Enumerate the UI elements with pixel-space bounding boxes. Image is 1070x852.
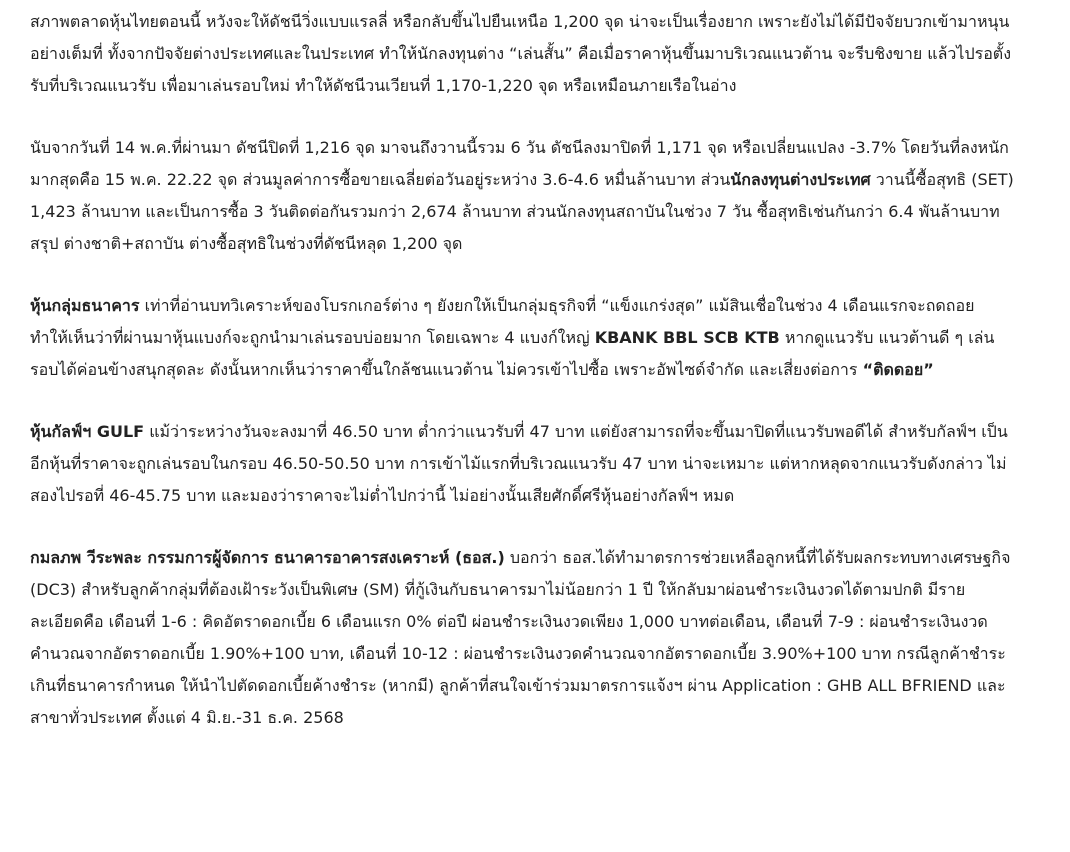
bold-heading-ghb-executive: กมลภพ วีระพละ กรรมการผู้จัดการ ธนาคารอาคารสงเคราะห์ (ธอส.): [30, 548, 505, 567]
paragraph-gulf-stock: [30, 416, 1015, 512]
paragraph-text: เท่าที่อ่านบทวิเคราะห์ของโบรกเกอร์ต่าง ๆ ยังยกให้เป็นกลุ่มธุรกิจที่ “แข็งแกร่งสุด” แม้สินเชื่อในช่วง 4 เดือนแรกจะถดถอย ทำให้เห็นว่าที่ผ่านมาหุ้นแบงก์จะถูกนำมาเล่นรอบบ่อยมาก โดยเฉพาะ 4 แบงก์ใหญ่: [30, 296, 975, 347]
bold-bank-tickers: KBANK BBL SCB KTB: [594, 328, 780, 347]
bold-heading-gulf: หุ้นกัลฟ์ฯ GULF: [30, 422, 145, 441]
paragraph-text: บอกว่า ธอส.ได้ทำมาตรการช่วยเหลือลูกหนี้ที่ได้รับผลกระทบทางเศรษฐกิจ (DC3) สำหรับลูกค้ากลุ่มที่ต้องเฝ้าระวังเป็นพิเศษ (SM) ที่กู้เงินกับธนาคารมาไม่น้อยกว่า 1 ปี ให้กลับมาผ่อนชำระเงินงวดได้ตามปกติ มีรายละเอียดคือ เดือนที่ 1-6 : คิดอัตราดอกเบี้ย 6 เดือนแรก 0% ต่อปี ผ่อนชำระเงินงวดเพียง 1,000 บาทต่อเดือน, เดือนที่ 7-9 : ผ่อนชำระเงินงวดคำนวณจากอัตราดอกเบี้ย 1.90%+100 บาท, เดือนที่ 10-12 : ผ่อนชำระเงินงวดคำนวณจากอัตราดอกเบี้ย 3.90%+100 บาท กรณีลูกค้าชำระเกินที่ธนาคารกำหนด ให้นำไปตัดดอกเบี้ยค้างชำระ (หากมี) ลูกค้าที่สนใจเข้าร่วมมาตรการแจ้งฯ ผ่าน Application : GHB ALL BFRIEND และสาขาทั่วประเทศ ตั้งแต่ 4 มิ.ย.-31 ธ.ค. 2568: [30, 548, 1011, 727]
bold-phrase-foreign-investors: นักลงทุนต่างประเทศ: [730, 170, 871, 189]
bold-phrase-stuck: “ติดดอย”: [862, 360, 934, 379]
bold-heading-bank-stocks: หุ้นกลุ่มธนาคาร: [30, 296, 140, 315]
paragraph-text: แม้ว่าระหว่างวันจะลงมาที่ 46.50 บาท ต่ำกว่าแนวรับที่ 47 บาท แต่ยังสามารถที่จะขึ้นมาปิดที่แนวรับพอดีได้ สำหรับกัลฟ์ฯ เป็นอีกหุ้นที่ราคาจะถูกเล่นรอบในกรอบ 46.50-50.50 บาท การเข้าไม้แรกที่บริเวณแนวรับ 47 บาท น่าจะเหมาะ แต่หากหลุดจากแนวรับดังกล่าว ไม่สองไปรอที่ 46-45.75 บาท และมองว่าราคาจะไม่ต่ำไปกว่านี้ ไม่อย่างนั้นเสียศักดิ์ศรีหุ้นอย่างกัลฟ์ฯ หมด: [30, 422, 1008, 505]
paragraph-text: สภาพตลาดหุ้นไทยตอนนี้ หวังจะให้ดัชนีวิ่งแบบแรลลี่ หรือกลับขึ้นไปยืนเหนือ 1,200 จุด น่าจะเป็นเรื่องยาก เพราะยังไม่ได้มีปัจจัยบวกเข้ามาหนุนอย่างเต็มที่ ทั้งจากปัจจัยต่างประเทศและในประเทศ ทำให้นักลงทุนต่าง “เล่นสั้น” คือเมื่อราคาหุ้นขึ้นมาบริเวณแนวต้าน จะรีบชิงขาย แล้วไปรอตั้งรับที่บริเวณแนวรับ เพื่อมาเล่นรอบใหม่ ทำให้ดัชนีวนเวียนที่ 1,170-1,220 จุด หรือเหมือนภายเรือในอ่าง: [30, 12, 1011, 95]
paragraph-ghb-measures: [30, 542, 1015, 734]
paragraph-text: นับจากวันที่ 14 พ.ค.ที่ผ่านมา ดัชนีปิดที่ 1,216 จุด มาจนถึงวานนี้รวม 6 วัน ดัชนีลงมาปิดที่ 1,171 จุด หรือเปลี่ยนแปลง -3.7% โดยวันที่ลงหนักมากสุดคือ 15 พ.ค. 22.22 จุด ส่วนมูลค่าการซื้อขายเฉลี่ยต่อวันอยู่ระหว่าง 3.6-4.6 หมื่นล้านบาท ส่วน: [30, 138, 1009, 189]
paragraph-market-overview: [30, 6, 1015, 102]
paragraph-text: หากดูแนวรับ แนวต้านดี ๆ เล่นรอบได้ค่อนข้างสนุกสุดละ ดังนั้นหากเห็นว่าราคาขึ้นใกล้ชนแนวต้าน ไม่ควรเข้าไปซื้อ เพราะอัพไซด์จำกัด และเสี่ยงต่อการ: [30, 328, 995, 379]
paragraph-index-and-fund-flow: [30, 132, 1015, 260]
article-body: [30, 6, 1015, 764]
paragraph-bank-stocks: [30, 290, 1015, 386]
paragraph-text: วานนี้ซื้อสุทธิ (SET) 1,423 ล้านบาท และเป็นการซื้อ 3 วันติดต่อกันรวมกว่า 2,674 ล้านบาท ส่วนนักลงทุนสถาบันในช่วง 7 วัน ซื้อสุทธิเช่นกันกว่า 6.4 พันล้านบาท สรุป ต่างชาติ+สถาบัน ต่างซื้อสุทธิในช่วงที่ดัชนีหลุด 1,200 จุด: [30, 170, 1014, 253]
